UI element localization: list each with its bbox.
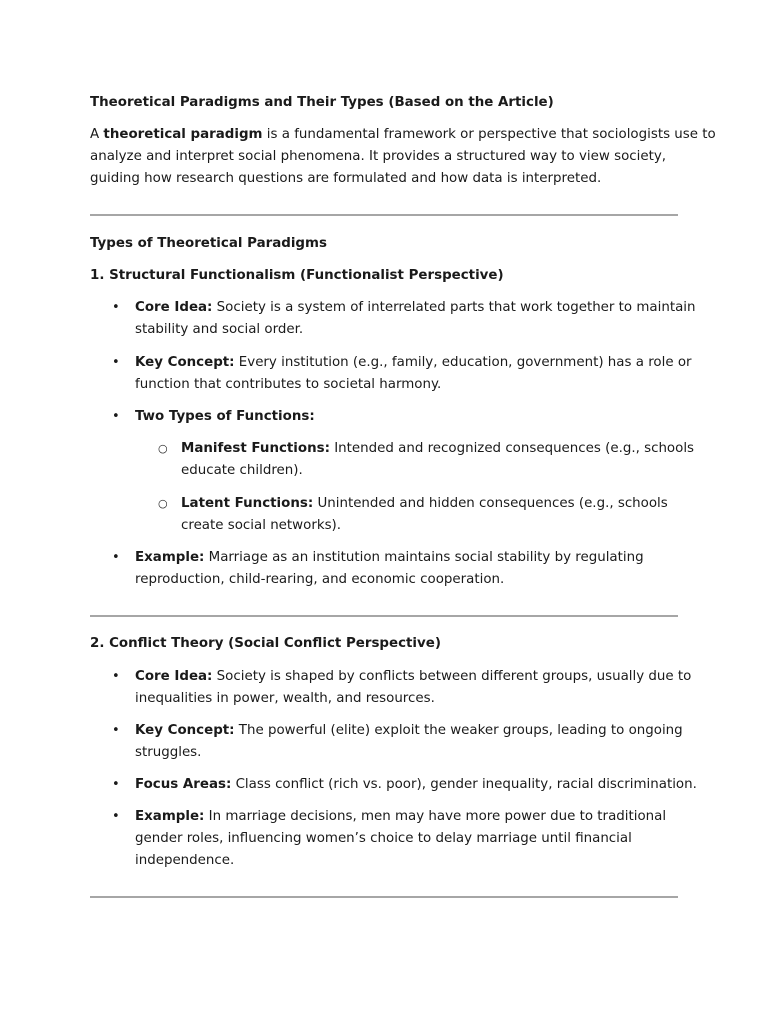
intro-pre: A	[90, 127, 104, 142]
s2-core-line-1	[135, 666, 691, 688]
section-1-heading: 1. Structural Functionalism (Functionalist Perspective)	[90, 268, 504, 283]
intro-term: theoretical paradigm	[103, 127, 263, 142]
bullet-icon: •	[112, 300, 120, 315]
intro-line-3: guiding how research questions are formulated and how data is interpreted.	[90, 171, 602, 186]
s1-key-line-1	[135, 352, 692, 374]
bullet-icon: •	[112, 777, 120, 792]
bullet-icon: •	[112, 723, 120, 738]
s1-manifest-text-1: Intended and recognized consequences (e.g., schools	[329, 441, 695, 456]
s1-example-line-2: reproduction, child-rearing, and economic cooperation.	[135, 572, 505, 587]
s2-focus-line-1	[135, 774, 697, 796]
s2-example-line-3: independence.	[135, 853, 235, 868]
divider-3	[90, 896, 678, 898]
s1-manifest-label: Manifest Functions:	[181, 441, 330, 456]
s2-key-label: Key Concept:	[135, 723, 235, 738]
divider-2	[90, 615, 678, 617]
s2-key-line-2: struggles.	[135, 745, 202, 760]
s1-key-label: Key Concept:	[135, 355, 235, 370]
s2-example-text-1: In marriage decisions, men may have more power due to traditional	[204, 809, 667, 824]
s1-latent-label: Latent Functions:	[181, 496, 314, 511]
divider-1	[90, 214, 678, 216]
s1-latent-line-2: create social networks).	[181, 518, 342, 533]
section-2-heading: 2. Conflict Theory (Social Conflict Perspective)	[90, 636, 441, 651]
intro-line-2: analyze and interpret social phenomena. It provides a structured way to view society,	[90, 149, 667, 164]
bullet-icon: •	[112, 550, 120, 565]
s1-example-line-1	[135, 547, 644, 569]
s1-example-label: Example:	[135, 550, 205, 565]
s1-manifest-line-1	[181, 438, 694, 460]
s1-two-types-label: Two Types of Functions:	[135, 409, 315, 424]
s1-core-label: Core Idea:	[135, 300, 213, 315]
s1-core-text-1: Society is a system of interrelated parts that work together to maintain	[212, 300, 696, 315]
s1-key-text-1: Every institution (e.g., family, education, government) has a role or	[234, 355, 692, 370]
s2-focus-label: Focus Areas:	[135, 777, 232, 792]
s2-example-line-1	[135, 806, 666, 828]
s1-latent-line-1	[181, 493, 668, 515]
bullet-icon: •	[112, 809, 120, 824]
s1-latent-text-1: Unintended and hidden consequences (e.g., schools	[313, 496, 668, 511]
sub-bullet-icon: ○	[158, 442, 168, 455]
s1-manifest-line-2: educate children).	[181, 463, 303, 478]
bullet-icon: •	[112, 409, 120, 424]
s1-core-line-1	[135, 297, 696, 319]
s2-example-label: Example:	[135, 809, 205, 824]
types-heading: Types of Theoretical Paradigms	[90, 236, 327, 251]
s2-key-line-1	[135, 720, 683, 742]
s1-core-line-2: stability and social order.	[135, 322, 304, 337]
bullet-icon: •	[112, 669, 120, 684]
s2-core-text-1: Society is shaped by conflicts between different groups, usually due to	[212, 669, 692, 684]
intro-post: is a fundamental framework or perspective that sociologists use to	[262, 127, 716, 142]
s2-example-line-2: gender roles, influencing women’s choice to delay marriage until financial	[135, 831, 632, 846]
intro-line-1	[90, 124, 716, 146]
s1-key-line-2: function that contributes to societal harmony.	[135, 377, 442, 392]
sub-bullet-icon: ○	[158, 497, 168, 510]
s2-core-label: Core Idea:	[135, 669, 213, 684]
s2-key-text-1: The powerful (elite) exploit the weaker groups, leading to ongoing	[234, 723, 683, 738]
s2-core-line-2: inequalities in power, wealth, and resources.	[135, 691, 435, 706]
bullet-icon: •	[112, 355, 120, 370]
s1-example-text-1: Marriage as an institution maintains social stability by regulating	[204, 550, 644, 565]
s2-focus-text-1: Class conflict (rich vs. poor), gender inequality, racial discrimination.	[231, 777, 697, 792]
document-title: Theoretical Paradigms and Their Types (Based on the Article)	[90, 95, 554, 110]
